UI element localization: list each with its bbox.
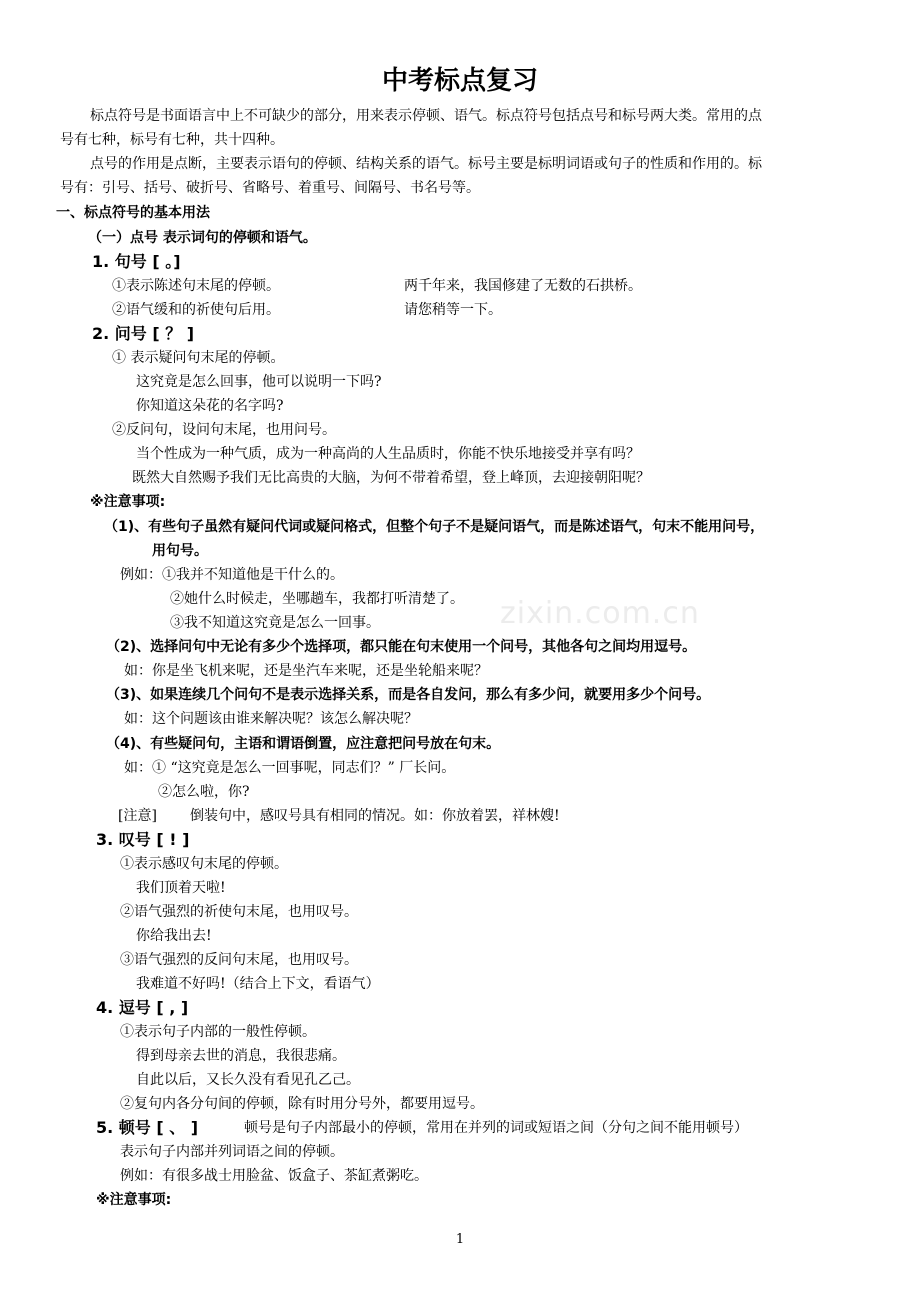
notes-2-heading: ※注意事项:	[96, 1192, 172, 1208]
douhao-example-1: 得到母亲去世的消息，我很悲痛。	[136, 1048, 346, 1064]
note-1-example-2: ②她什么时候走，坐哪趟车，我都打听清楚了。	[170, 591, 464, 607]
wenhao-rule-2: ②反问句，设问句末尾，也用问号。	[112, 422, 336, 438]
tanhao-rule-1: ①表示感叹句末尾的停顿。	[120, 856, 288, 872]
intro-paragraph-1-line-1: 标点符号是书面语言中上不可缺少的部分，用来表示停顿、语气。标点符号包括点号和标号两大类。常用的点	[90, 108, 762, 124]
page-number: 1	[455, 1232, 465, 1247]
note-4-attention-text: 倒装句中，感叹号具有相同的情况。如：你放着罢，祥林嫂!	[190, 808, 560, 824]
note-1-line-1: （1)、有些句子虽然有疑问代词或疑问格式，但整个句子不是疑问语气，而是陈述语气，句末不能用问号，	[104, 519, 765, 535]
subsection-heading: （一）点号 表示词句的停顿和语气。	[88, 230, 317, 246]
wenhao-example-1: 这究竟是怎么回事，他可以说明一下吗?	[136, 374, 382, 390]
note-4-example-1: 如：① “这究竟是怎么一回事呢，同志们？” 厂长问。	[124, 760, 456, 776]
juhao-heading: 1. 句号 [ 。]	[92, 252, 181, 271]
wenhao-rule-1: ① 表示疑问句末尾的停顿。	[112, 350, 285, 366]
note-3-example: 如：这个问题该由谁来解决呢？该怎么解决呢？	[124, 711, 418, 727]
intro-paragraph-2-line-2: 号有：引号、括号、破折号、省略号、着重号、间隔号、书名号等。	[60, 180, 480, 196]
note-4-attention-label: [注意]	[118, 808, 157, 824]
dunhao-rule-1: 表示句子内部并列词语之间的停顿。	[120, 1144, 344, 1160]
note-1-line-2: 用句号。	[152, 543, 208, 559]
wenhao-heading: 2. 问号 [ ？ ]	[92, 324, 195, 343]
dunhao-heading: 5. 顿号 [ 、 ]	[96, 1118, 199, 1137]
tanhao-rule-2: ②语气强烈的祈使句末尾，也用叹号。	[120, 904, 358, 920]
note-1-example-3: ③我不知道这究竟是怎么一回事。	[170, 615, 380, 631]
juhao-example-1: 两千年来，我国修建了无数的石拱桥。	[404, 278, 642, 294]
douhao-example-2: 自此以后，又长久没有看见孔乙己。	[136, 1072, 360, 1088]
dunhao-description: 顿号是句子内部最小的停顿，常用在并列的词或短语之间（分句之间不能用顿号）	[244, 1120, 748, 1136]
juhao-example-2: 请您稍等一下。	[404, 302, 502, 318]
notes-heading: ※注意事项:	[90, 494, 166, 510]
tanhao-example-1: 我们顶着天啦!	[136, 880, 226, 896]
douhao-rule-2: ②复句内各分句间的停顿，除有时用分号外，都要用逗号。	[120, 1096, 484, 1112]
juhao-rule-2: ②语气缓和的祈使句后用。	[112, 302, 280, 318]
tanhao-example-2: 你给我出去!	[136, 928, 212, 944]
wenhao-example-3: 当个性成为一种气质，成为一种高尚的人生品质时，你能不快乐地接受并享有吗？	[136, 446, 640, 462]
intro-paragraph-1-line-2: 号有七种，标号有七种，共十四种。	[60, 132, 284, 148]
watermark: zixin.com.cn	[500, 596, 700, 631]
note-2-example: 如：你是坐飞机来呢，还是坐汽车来呢，还是坐轮船来呢？	[124, 663, 488, 679]
wenhao-example-2: 你知道这朵花的名字吗?	[136, 398, 284, 414]
douhao-rule-1: ①表示句子内部的一般性停顿。	[120, 1024, 316, 1040]
wenhao-example-4: 既然大自然赐予我们无比高贵的大脑，为何不带着希望，登上峰顶，去迎接朝阳呢？	[132, 470, 650, 486]
intro-paragraph-2-line-1: 点号的作用是点断，主要表示语句的停顿、结构关系的语气。标号主要是标明词语或句子的性质和作用的。标	[90, 156, 762, 172]
tanhao-heading: 3. 叹号 [ ! ]	[96, 830, 190, 849]
section-heading: 一、标点符号的基本用法	[56, 205, 210, 221]
douhao-heading: 4. 逗号 [ , ]	[96, 998, 189, 1017]
tanhao-rule-3: ③语气强烈的反问句末尾，也用叹号。	[120, 952, 358, 968]
note-4-example-2: ②怎么啦，你?	[158, 784, 250, 800]
note-1-example-1: 例如：①我并不知道他是干什么的。	[120, 567, 344, 583]
page-title: 中考标点复习	[381, 66, 538, 96]
juhao-rule-1: ①表示陈述句末尾的停顿。	[112, 278, 280, 294]
tanhao-example-3: 我难道不好吗!（结合上下文，看语气）	[136, 976, 380, 992]
note-2: （2)、选择问句中无论有多少个选择项，都只能在句末使用一个问号，其他各句之间均用逗号。	[106, 639, 697, 655]
dunhao-example-1: 例如：有很多战士用脸盆、饭盒子、茶缸煮粥吃。	[120, 1168, 428, 1184]
note-4: （4)、有些疑问句，主语和谓语倒置，应注意把问号放在句末。	[106, 736, 501, 752]
note-3: （3)、如果连续几个问句不是表示选择关系，而是各自发问，那么有多少问，就要用多少个问号。	[106, 687, 711, 703]
